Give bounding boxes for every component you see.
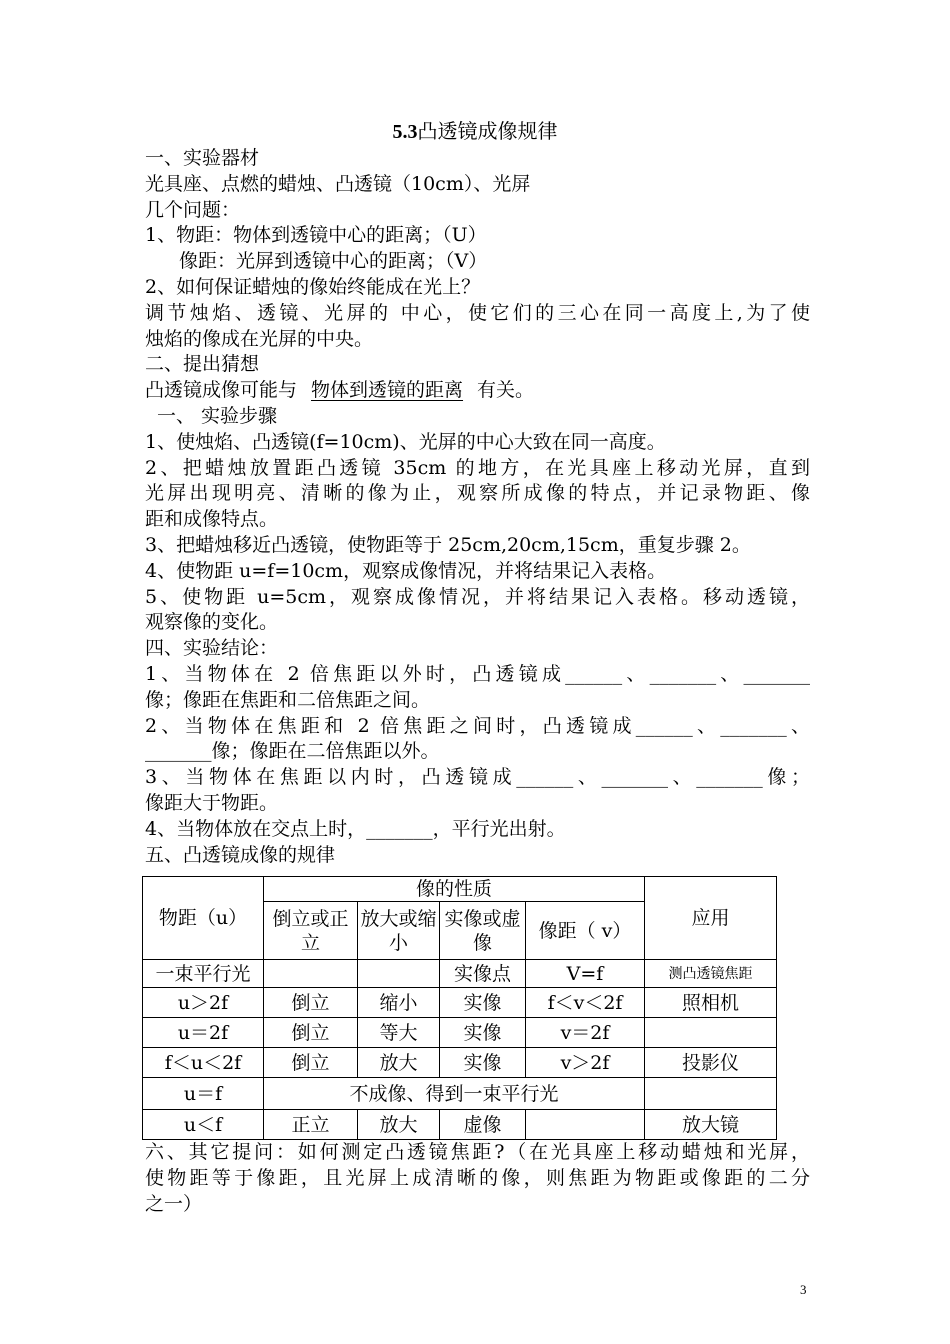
table-row: [143, 988, 777, 1018]
page-number: 3: [800, 1282, 807, 1297]
conclusion-line: _______像；像距在二倍焦距以外。: [145, 740, 440, 763]
page-title: [0, 118, 950, 145]
question-2-answer-line-1: 调节烛焰、透镜、光屏的 中心，使它们的三心在同一高度上,为了使: [145, 301, 810, 324]
header-image-properties: 像的性质: [264, 877, 645, 902]
questions-heading: 几个问题：: [145, 198, 241, 221]
cell-image-distance: v＞2f: [526, 1048, 645, 1078]
other-line: 之一）: [145, 1192, 203, 1215]
question-1-object-distance: 1、物距：物体到透镜中心的距离；（U）: [145, 224, 487, 247]
cell-real-virtual: 实像点: [440, 960, 526, 988]
section-steps-heading: 一、 实验步骤: [157, 404, 278, 427]
cell-real-virtual: 实像: [440, 988, 526, 1018]
cell-object-distance: 一束平行光: [143, 960, 264, 988]
cell-orientation: [264, 960, 358, 988]
hypothesis-line: [145, 378, 810, 404]
cell-size: 放大: [358, 1110, 440, 1140]
cell-real-virtual: 实像: [440, 1048, 526, 1078]
cell-merged-no-image: 不成像、得到一束平行光: [264, 1078, 645, 1110]
materials-list: 光具座、点燃的蜡烛、凸透镜（10cm）、光屏: [145, 172, 531, 195]
cell-image-distance: f＜v＜2f: [526, 988, 645, 1018]
header-image-distance: 像距（ v）: [526, 902, 645, 960]
conclusion-line: 像；像距在焦距和二倍焦距之间。: [145, 688, 431, 711]
table-row: [143, 1110, 777, 1140]
cell-image-distance: V=f: [526, 960, 645, 988]
header-real-virtual: 实像或虚像: [440, 902, 526, 960]
cell-object-distance: f＜u＜2f: [143, 1048, 264, 1078]
conclusion-line: 4、当物体放在交点上时，_______，平行光出射。: [145, 817, 566, 840]
cell-image-distance: v＝2f: [526, 1018, 645, 1048]
title-number: 5.3: [392, 121, 418, 143]
section-table-heading: 五、凸透镜成像的规律: [145, 843, 336, 866]
conclusion-line: 1、当物体在 2 倍焦距以外时，凸透镜成______、_______、_______: [145, 662, 810, 685]
cell-application: 放大镜: [645, 1110, 777, 1140]
cell-orientation: 正立: [264, 1110, 358, 1140]
conclusion-line: 像距大于物距。: [145, 791, 279, 814]
cell-application: [645, 1018, 777, 1048]
cell-size: 放大: [358, 1048, 440, 1078]
question-2: 2、如何保证蜡烛的像始终能成在光上？: [145, 275, 481, 298]
cell-application: 投影仪: [645, 1048, 777, 1078]
step-line: 1、使烛焰、凸透镜(f=10cm)、光屏的中心大致在同一高度。: [145, 430, 666, 453]
section-hypothesis-heading: 二、提出猜想: [145, 353, 260, 376]
body-text: [145, 146, 810, 868]
cell-real-virtual: 虚像: [440, 1110, 526, 1140]
step-line: 观察像的变化。: [145, 611, 279, 634]
table-row: [143, 1078, 777, 1110]
cell-application: [645, 1078, 777, 1110]
cell-application: 照相机: [645, 988, 777, 1018]
step-line: 光屏出现明亮、清晰的像为止，观察所成像的特点，并记录物距、像: [145, 482, 810, 505]
conclusion-line: 2、当物体在焦距和 2 倍焦距之间时，凸透镜成______、_______、: [145, 714, 810, 737]
question-2-answer-line-2: 烛焰的像成在光屏的中央。: [145, 327, 374, 350]
cell-real-virtual: 实像: [440, 1018, 526, 1048]
header-size: 放大或缩小: [358, 902, 440, 960]
other-line: 六、其它提问：如何测定凸透镜焦距?（在光具座上移动蜡烛和光屏，: [145, 1141, 810, 1163]
cell-object-distance: u＞2f: [143, 988, 264, 1018]
other-questions: [145, 1140, 810, 1217]
step-line: 5、使物距 u=5cm，观察成像情况，并将结果记入表格。移动透镜，: [145, 585, 810, 608]
hypothesis-suffix: 有关。: [477, 379, 535, 402]
table-row: [143, 1048, 777, 1078]
cell-size: 缩小: [358, 988, 440, 1018]
hypothesis-answer: 物体到透镜的距离: [311, 379, 464, 402]
cell-object-distance: u＝2f: [143, 1018, 264, 1048]
cell-orientation: 倒立: [264, 1018, 358, 1048]
section-conclusions-heading: 四、实验结论：: [145, 637, 279, 660]
cell-size: [358, 960, 440, 988]
header-object-distance: 物距（u）: [143, 877, 264, 960]
title-text: 凸透镜成像规律: [417, 119, 558, 143]
table-row: [143, 1018, 777, 1048]
cell-image-distance: [526, 1110, 645, 1140]
conclusion-line: 3、当物体在焦距以内时，凸透镜成______、_______、_______像；: [145, 766, 810, 789]
hypothesis-prefix: 凸透镜成像可能与: [145, 379, 298, 402]
cell-object-distance: u＝f: [143, 1078, 264, 1110]
cell-orientation: 倒立: [264, 1048, 358, 1078]
step-line: 2、把蜡烛放置距凸透镜 35cm 的地方，在光具座上移动光屏，直到: [145, 456, 810, 479]
section-materials-heading: 一、实验器材: [145, 147, 260, 169]
step-line: 4、使物距 u=f=10cm，观察成像情况，并将结果记入表格。: [145, 559, 667, 582]
header-application: 应用: [645, 877, 777, 960]
cell-application: 测凸透镜焦距: [645, 960, 777, 988]
cell-orientation: 倒立: [264, 988, 358, 1018]
header-orientation: 倒立或正立: [264, 902, 358, 960]
cell-size: 等大: [358, 1018, 440, 1048]
imaging-rules-table: [142, 876, 777, 1140]
step-line: 距和成像特点。: [145, 508, 279, 531]
cell-object-distance: u＜f: [143, 1110, 264, 1140]
table-row: [143, 960, 777, 988]
other-line: 使物距等于像距，且光屏上成清晰的像，则焦距为物距或像距的二分: [145, 1166, 810, 1189]
step-line: 3、把蜡烛移近凸透镜，使物距等于 25cm,20cm,15cm，重复步骤 2。: [145, 533, 751, 556]
question-1-image-distance: 像距：光屏到透镜中心的距离；（V）: [179, 250, 488, 273]
